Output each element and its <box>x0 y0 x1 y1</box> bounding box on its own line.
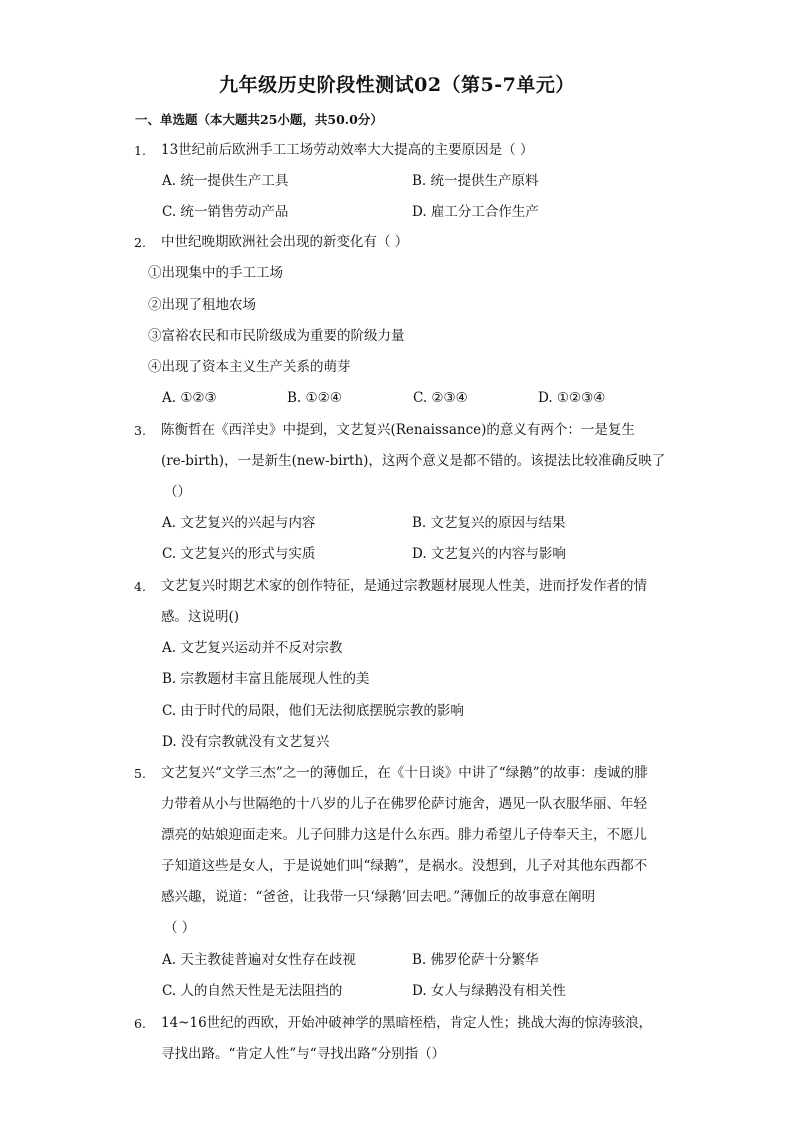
question-stem-line: 13世纪前后欧洲手工工场劳动效率大大提高的主要原因是（ ） <box>161 142 534 158</box>
question-stem-line: 14~16世纪的西欧，开始冲破神学的黑暗桎梏，肯定人性；挑战大海的惊涛骇浪， <box>161 1015 653 1031</box>
option-c: C. 由于时代的局限，他们无法彻底摆脱宗教的影响 <box>162 703 464 719</box>
question-stem-line: 感兴趣，说道：“爸爸，让我带一只‘绿鹅’回去吧。”薄伽丘的故事意在阐明 <box>161 889 596 905</box>
question-stem-line: (re-birth)，一是新生(new-birth)，这两个意义是都不错的。该提法比较准确反映了 <box>161 453 666 469</box>
question-stem-line: 漂亮的姑娘迎面走来。儿子问腓力这是什么东西。腓力希望儿子侍奉天主，不愿儿 <box>161 827 647 843</box>
page-title: 九年级历史阶段性测试02（第5-7单元） <box>219 74 575 96</box>
option-a: A. ①②③ <box>162 390 217 406</box>
question-stem-line: 寻找出路。“肯定人性”与“寻找出路”分别指（） <box>161 1046 446 1062</box>
option-d: D. 文艺复兴的内容与影响 <box>412 546 566 562</box>
option-c: C. ②③④ <box>413 390 468 406</box>
option-c: C. 统一销售劳动产品 <box>162 204 289 220</box>
question-number: 4. <box>134 579 146 594</box>
question-stem-line: （ ） <box>164 920 196 936</box>
question-number: 3. <box>134 423 146 438</box>
option-a: A. 天主教徒普遍对女性存在歧视 <box>162 952 356 968</box>
section-heading: 一、单选题（本大题共25小题，共50.0分） <box>135 112 383 127</box>
option-d: D. 女人与绿鹅没有相关性 <box>412 983 566 999</box>
question-number: 5. <box>134 766 146 781</box>
question-stem-line: 中世纪晚期欧洲社会出现的新变化有（ ） <box>161 234 409 250</box>
option-a: A. 文艺复兴的兴起与内容 <box>162 515 316 531</box>
option-b: B. 统一提供生产原料 <box>412 173 539 189</box>
question-stem-line: 文艺复兴“文学三杰”之一的薄伽丘，在《十日谈》中讲了“绿鹅”的故事：虔诚的腓 <box>161 765 648 781</box>
statement-item: ④出现了资本主义生产关系的萌芽 <box>148 359 351 375</box>
question-number: 1. <box>134 143 146 158</box>
option-d: D. ①②③④ <box>538 390 606 406</box>
question-number: 6. <box>134 1016 146 1031</box>
question-number: 2. <box>134 235 146 250</box>
option-d: D. 雇工分工合作生产 <box>412 204 539 220</box>
statement-item: ③富裕农民和市民阶级成为重要的阶级力量 <box>148 328 405 344</box>
question-stem-line: （） <box>164 484 191 500</box>
option-c: C. 人的自然天性是无法阻挡的 <box>162 983 343 999</box>
option-b: B. 文艺复兴的原因与结果 <box>412 515 566 531</box>
option-a: A. 文艺复兴运动并不反对宗教 <box>162 640 343 656</box>
question-stem-line: 陈衡哲在《西洋史》中提到，文艺复兴(Renaissance)的意义有两个：一是复生 <box>161 422 635 438</box>
option-b: B. 佛罗伦萨十分繁华 <box>412 952 539 968</box>
option-b: B. ①②④ <box>287 390 342 406</box>
question-stem-line: 文艺复兴时期艺术家的创作特征，是通过宗教题材展现人性美，进而抒发作者的情 <box>161 578 647 594</box>
question-stem-line: 感。这说明() <box>161 609 240 625</box>
question-stem-line: 子知道这些是女人，于是说她们叫“绿鹅”，是祸水。没想到，儿子对其他东西都不 <box>161 858 648 874</box>
option-a: A. 统一提供生产工具 <box>162 173 289 189</box>
option-b: B. 宗教题材丰富且能展现人性的美 <box>162 671 370 687</box>
option-d: D. 没有宗教就没有文艺复兴 <box>162 734 330 750</box>
option-c: C. 文艺复兴的形式与实质 <box>162 546 316 562</box>
statement-item: ①出现集中的手工工场 <box>148 265 283 281</box>
question-stem-line: 力带着从小与世隔绝的十八岁的儿子在佛罗伦萨讨施舍，遇见一队衣服华丽、年轻 <box>161 796 647 812</box>
statement-item: ②出现了租地农场 <box>148 297 256 313</box>
